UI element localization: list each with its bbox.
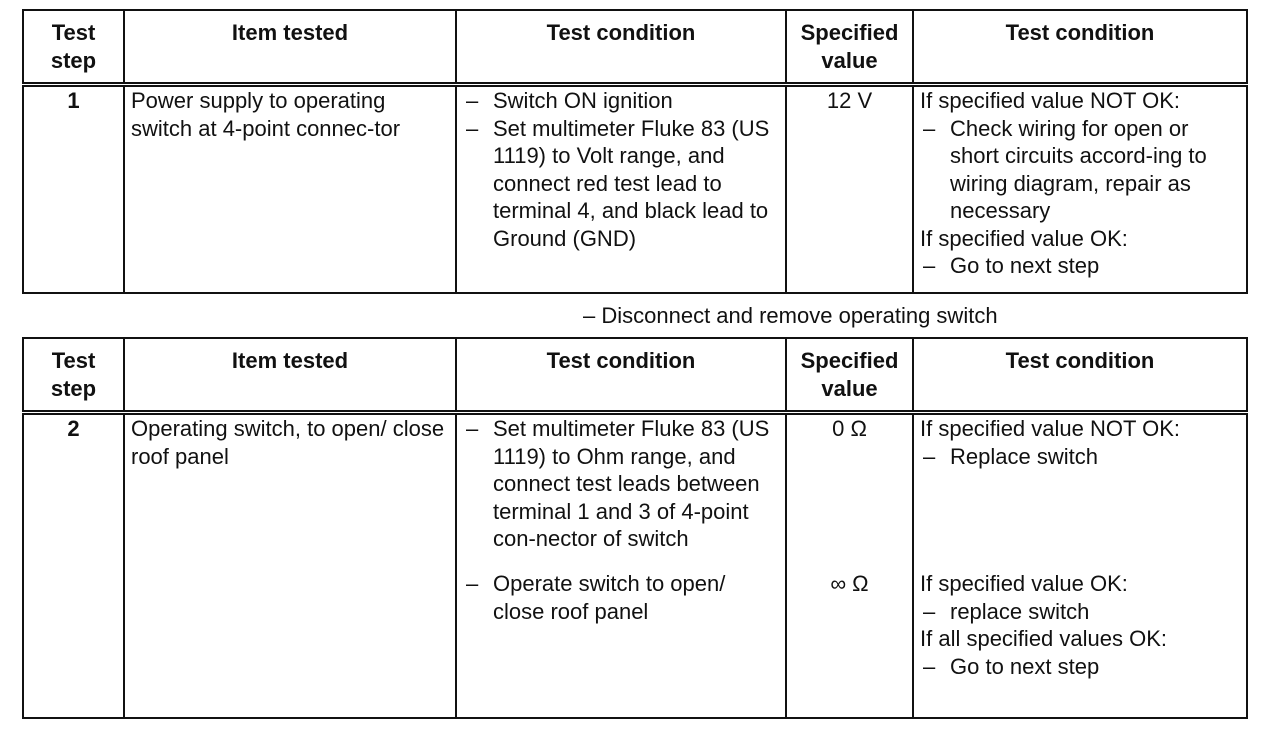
specified-value-2: ∞ Ω [830,571,869,596]
ok-action: – Go to next step [920,252,1240,280]
test-condition [456,85,786,293]
ok-action: – replace switch [920,598,1240,626]
step-number: 2 [23,413,124,718]
header-result-condition: Test condition [913,338,1247,413]
header-test-step: Test step [23,10,124,85]
ok-label: If specified value OK: [920,571,1128,596]
test-table-2 [22,337,1248,719]
result-group-1 [920,415,1240,563]
specified-value-1: 0 Ω [832,416,867,441]
condition-item: – Switch ON ignition [463,87,779,115]
header-item-tested: Item tested [124,338,456,413]
result-condition [913,85,1247,293]
specified-value [786,413,913,718]
table-header-row [23,10,1247,85]
item-tested: Power supply to operating switch at 4-point connec-tor [124,85,456,293]
header-test-condition: Test condition [456,338,786,413]
result-condition [913,413,1247,718]
all-ok-action: – Go to next step [920,653,1240,681]
not-ok-label: If specified value NOT OK: [920,416,1181,441]
not-ok-action: – Replace switch [920,443,1240,471]
item-tested: Operating switch, to open/ close roof panel [124,413,456,718]
header-test-step: Test step [23,338,124,413]
table-header-row [23,338,1247,413]
not-ok-label: If specified value NOT OK: [920,88,1181,113]
condition-item: – Operate switch to open/ close roof panel [463,570,779,625]
table-row [23,413,1247,718]
header-result-condition: Test condition [913,10,1247,85]
result-group-2 [920,570,1240,680]
header-test-condition: Test condition [456,10,786,85]
specified-value: 12 V [786,85,913,293]
header-specified-value: Specified value [786,10,913,85]
ok-label: If specified value OK: [920,225,1128,251]
test-table-1 [22,9,1248,294]
header-item-tested: Item tested [124,10,456,85]
between-note: – Disconnect and remove operating switch [583,303,998,328]
not-ok-action: – Check wiring for open or short circuits accord-ing to wiring diagram, repair as necessary [920,115,1240,225]
test-condition [456,413,786,718]
all-ok-label: If all specified values OK: [920,626,1168,651]
header-specified-value: Specified value [786,338,913,413]
condition-item: – Set multimeter Fluke 83 (US 1119) to Volt range, and connect red test lead to terminal 4, and black lead to Ground (GND) [463,115,779,253]
step-number: 1 [23,85,124,293]
condition-item: – Set multimeter Fluke 83 (US 1119) to Ohm range, and connect test leads between terminal 1 and 3 of 4-point con-nector of switch [463,415,779,563]
table-row [23,85,1247,293]
